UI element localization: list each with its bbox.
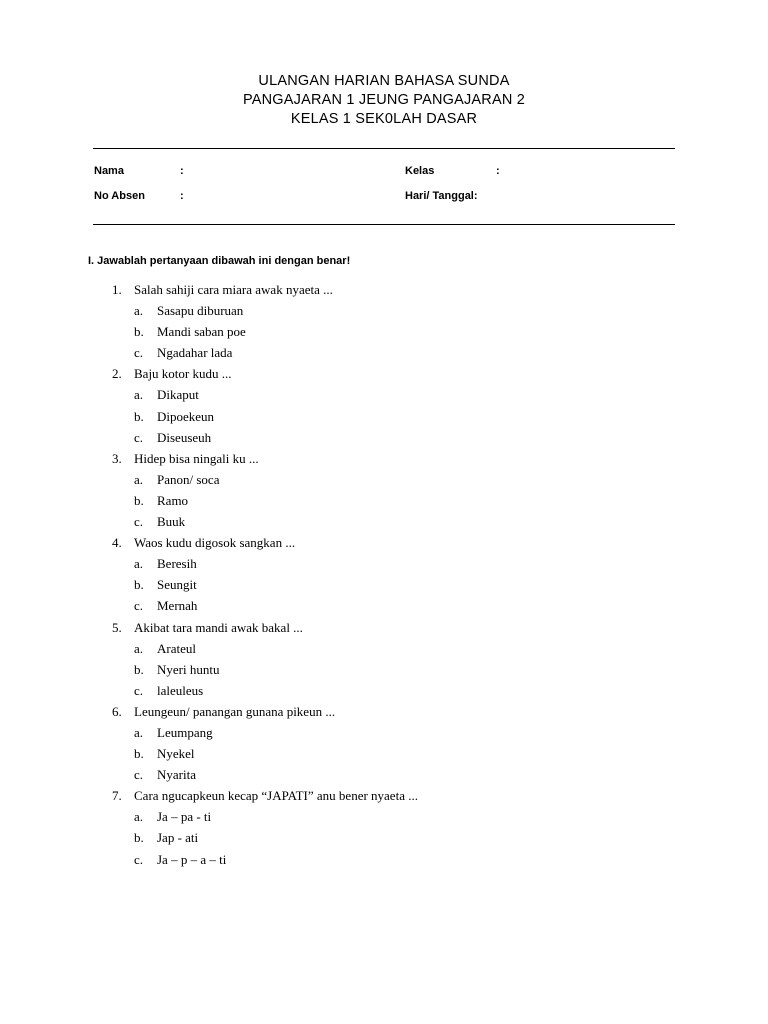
answer-option (0, 300, 768, 321)
option-label: c. (134, 682, 144, 698)
nama-colon: : (180, 165, 184, 177)
option-text: Nyeri huntu (157, 661, 220, 677)
answer-option (0, 806, 768, 827)
option-text: Seungit (157, 577, 197, 593)
option-label: c. (134, 598, 144, 614)
answer-option (0, 743, 768, 764)
option-label: c. (134, 429, 144, 445)
answer-option (0, 342, 768, 363)
answer-option (0, 490, 768, 511)
option-label: b. (134, 661, 144, 677)
no-absen-label: No Absen (94, 190, 145, 202)
answer-option (0, 595, 768, 616)
option-label: a. (134, 303, 144, 319)
question-text: Baju kotor kudu ... (134, 366, 232, 382)
option-text: Jap - ati (157, 830, 199, 846)
option-text: Nyekel (157, 746, 195, 762)
answer-option (0, 427, 768, 448)
question-item (0, 363, 768, 384)
option-text: Buuk (157, 514, 186, 530)
option-text: Diseuseuh (157, 429, 212, 445)
question-number: 2. (112, 366, 122, 382)
question-number: 6. (112, 703, 122, 719)
option-text: Ja – p – a – ti (157, 851, 227, 867)
option-label: a. (134, 809, 144, 825)
option-label: b. (134, 324, 144, 340)
question-text: Akibat tara mandi awak bakal ... (134, 619, 303, 635)
option-label: c. (134, 514, 144, 530)
question-number: 5. (112, 619, 122, 635)
option-label: c. (134, 767, 144, 783)
question-text: Waos kudu digosok sangkan ... (134, 535, 296, 551)
option-label: b. (134, 492, 144, 508)
option-label: a. (134, 471, 144, 487)
option-text: Ja – pa - ti (157, 809, 212, 825)
option-label: a. (134, 640, 144, 656)
question-number: 4. (112, 535, 122, 551)
question-item (0, 785, 768, 806)
option-text: Sasapu diburuan (157, 303, 244, 319)
option-text: Ramo (157, 492, 189, 508)
answer-option (0, 764, 768, 785)
answer-option (0, 406, 768, 427)
option-label: c. (134, 851, 144, 867)
option-label: b. (134, 408, 144, 424)
answer-option (0, 574, 768, 595)
option-text: Dikaput (157, 387, 199, 403)
answer-option (0, 827, 768, 848)
option-text: laleuleus (157, 682, 204, 698)
header-divider-bottom (93, 224, 675, 225)
option-text: Leumpang (157, 724, 213, 740)
no-absen-colon: : (180, 190, 184, 202)
question-text: Leungeun/ panangan gunana pikeun ... (134, 703, 336, 719)
option-text: Mandi saban poe (157, 324, 246, 340)
option-label: a. (134, 387, 144, 403)
option-label: b. (134, 746, 144, 762)
answer-option (0, 384, 768, 405)
instruction-text: I. Jawablah pertanyaan dibawah ini dengan benar! (88, 255, 351, 267)
option-text: Mernah (157, 598, 198, 614)
option-text: Nyarita (157, 767, 196, 783)
option-label: c. (134, 345, 144, 361)
option-label: a. (134, 556, 144, 572)
question-text: Hidep bisa ningali ku ... (134, 450, 259, 466)
answer-option (0, 553, 768, 574)
option-text: Beresih (157, 556, 197, 572)
hari-tanggal-label: Hari/ Tanggal: (405, 190, 478, 202)
question-number: 1. (112, 282, 122, 297)
nama-label: Nama (94, 165, 124, 177)
header-class-level: KELAS 1 SEK0LAH DASAR (290, 111, 478, 127)
kelas-colon: : (496, 165, 500, 177)
option-label: b. (134, 577, 144, 593)
question-text: Cara ngucapkeun kecap “JAPATI” anu bener nyaeta ... (134, 788, 418, 804)
header-title: ULANGAN HARIAN BAHASA SUNDA (258, 73, 510, 89)
question-text: Salah sahiji cara miara awak nyaeta ... (134, 282, 333, 297)
kelas-label: Kelas (405, 165, 435, 177)
question-item (0, 448, 768, 469)
question-number: 3. (112, 450, 122, 466)
question-item (0, 701, 768, 722)
header-divider-top (93, 148, 675, 149)
option-text: Dipoekeun (157, 408, 215, 424)
option-text: Arateul (157, 640, 196, 656)
answer-option (0, 680, 768, 701)
answer-option (0, 849, 768, 870)
answer-option (0, 638, 768, 659)
option-text: Ngadahar lada (157, 345, 233, 361)
question-list (0, 279, 768, 870)
answer-option (0, 722, 768, 743)
header-subtitle: PANGAJARAN 1 JEUNG PANGAJARAN 2 (242, 92, 526, 108)
answer-option (0, 321, 768, 342)
worksheet-header (0, 72, 768, 129)
option-text: Panon/ soca (157, 471, 220, 487)
answer-option (0, 469, 768, 490)
answer-option (0, 659, 768, 680)
answer-option (0, 511, 768, 532)
question-number: 7. (112, 788, 122, 804)
option-label: a. (134, 724, 144, 740)
option-label: b. (134, 830, 144, 846)
question-item (0, 532, 768, 553)
question-item (0, 279, 768, 300)
question-item (0, 617, 768, 638)
